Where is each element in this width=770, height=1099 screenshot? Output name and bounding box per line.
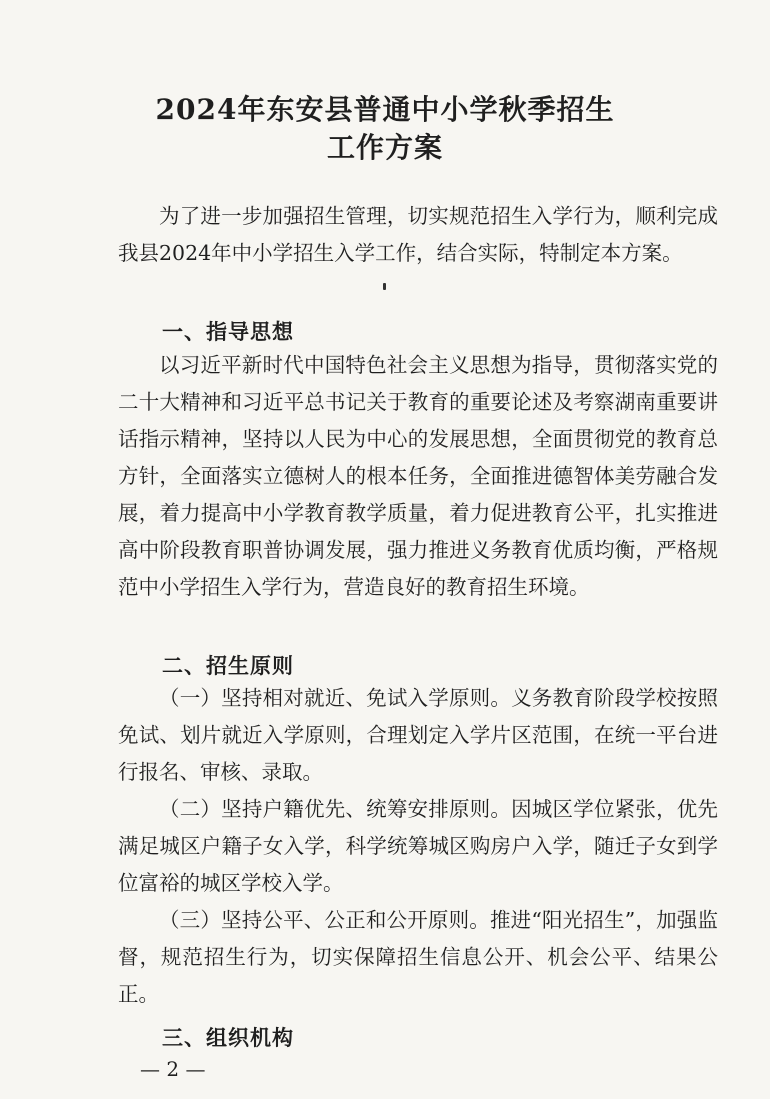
scan-speck [383, 283, 386, 290]
guiding-ideology-paragraph: 以习近平新时代中国特色社会主义思想为指导，贯彻落实党的二十大精神和习近平总书记关于教育的重要论述及考察湖南重要讲话指示精神，坚持以人民为中心的发展思想，全面贯彻党的教育总方针，全面落实立德树人的根本任务，全面推进德智体美劳融合发展，着力提高中小学教育教学质量，着力促进教育公平，扎实推进高中阶段教育职普协调发展，强力推进义务教育优质均衡，严格规范中小学招生入学行为，营造良好的教育招生环境。 [118, 353, 718, 599]
document-title-line2: 工作方案 [326, 131, 443, 164]
principle-item-2: （二）坚持户籍优先、统筹安排原则。因城区学位紧张，优先满足城区户籍子女入学，科学统筹城区购房户入学，随迁子女到学位富裕的城区学校入学。 [118, 797, 718, 895]
section-heading-enrollment-principles: 二、招生原则 [162, 653, 294, 678]
intro-paragraph: 为了进一步加强招生管理，切实规范招生入学行为，顺利完成我县2024年中小学招生入学工作，结合实际，特制定本方案。 [118, 204, 718, 265]
principle-item-1: （一）坚持相对就近、免试入学原则。义务教育阶段学校按照免试、划片就近入学原则，合理划定入学片区范围，在统一平台进行报名、审核、录取。 [118, 686, 718, 784]
document-title-line1: 2024年东安县普通中小学秋季招生 [155, 93, 615, 126]
page-number: — 2 — [140, 1057, 206, 1081]
section-heading-organization: 三、组织机构 [162, 1025, 294, 1050]
section-heading-guiding-ideology: 一、指导思想 [162, 319, 294, 344]
principle-item-3: （三）坚持公平、公正和公开原则。推进“阳光招生”，加强监督，规范招生行为，切实保障招生信息公开、机会公平、结果公正。 [118, 908, 718, 1006]
